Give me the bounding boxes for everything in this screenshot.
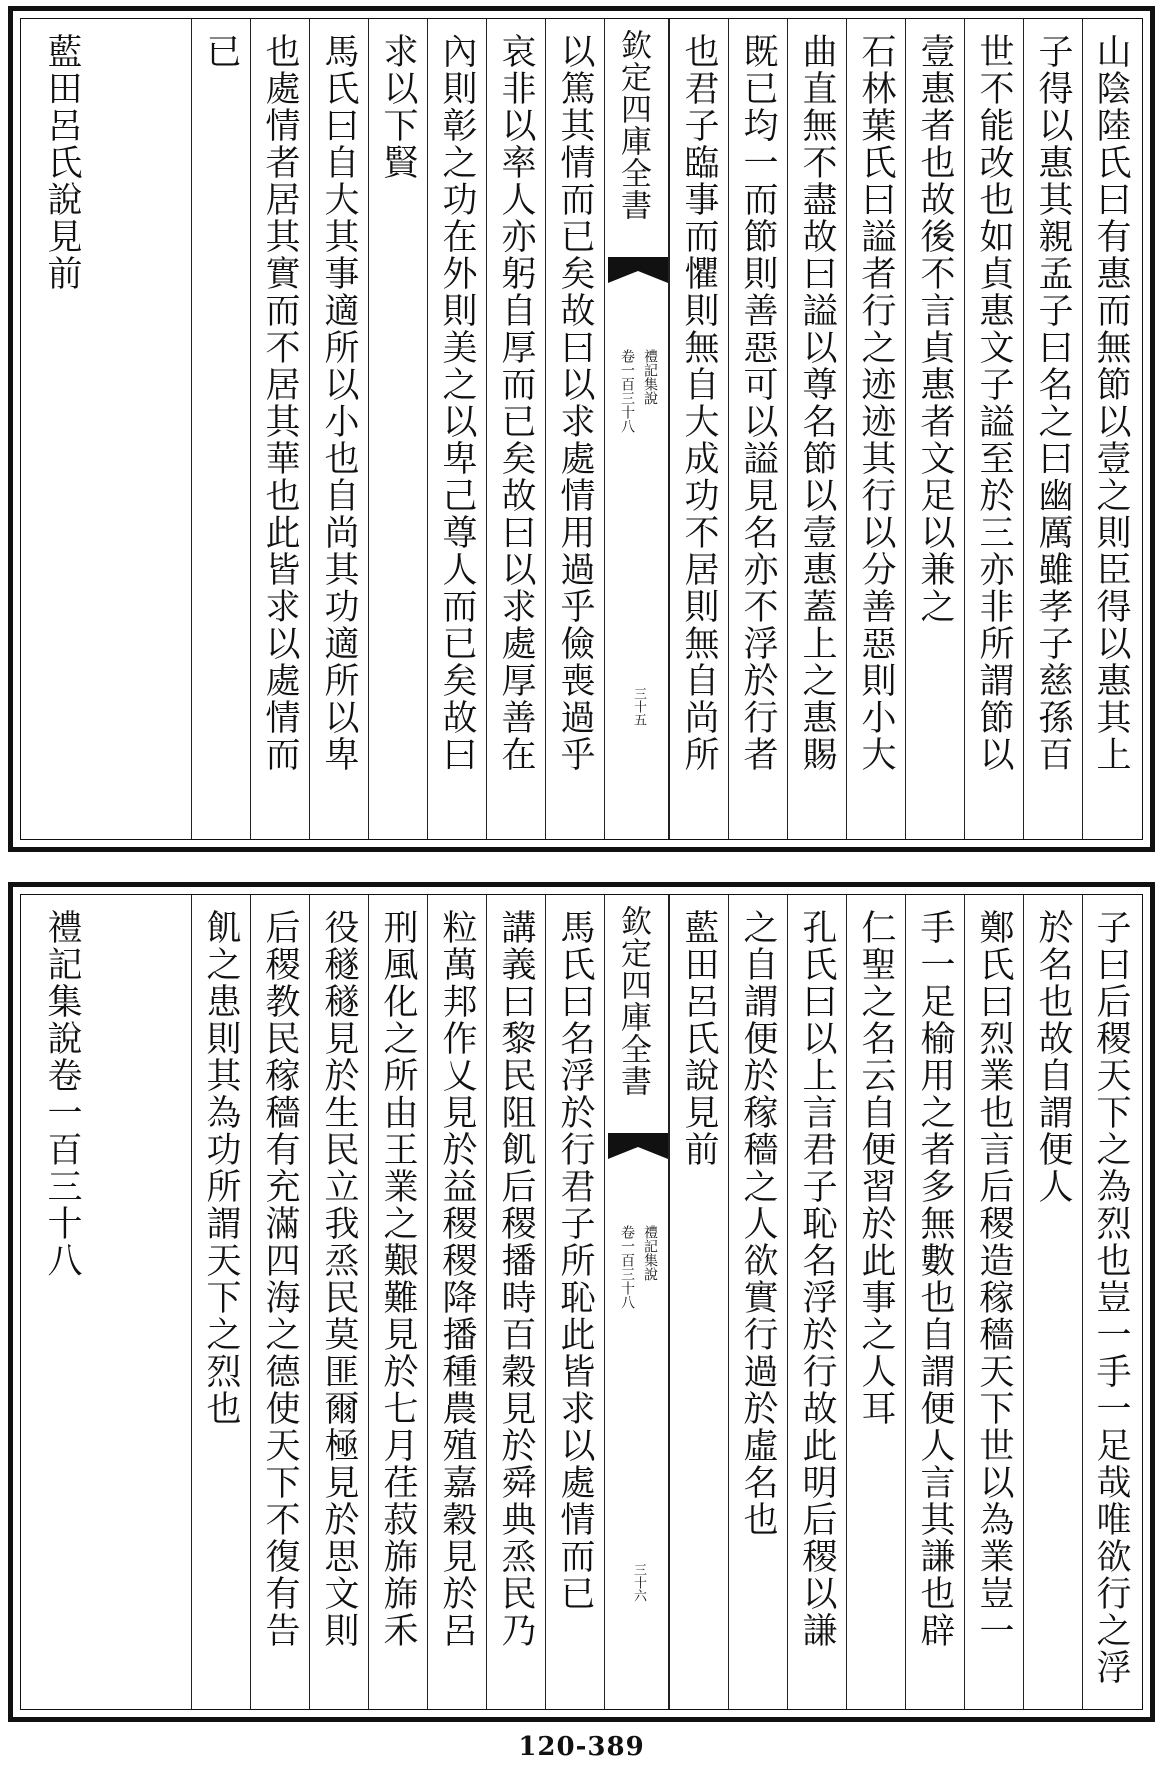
column-text: 講義曰黎民阻飢后稷播時百穀見於舜典烝民乃 <box>496 909 536 1649</box>
leaf-number: 三十五 <box>631 687 646 726</box>
column-text: 孔氏曰以上言君子恥名浮於行故此明后稷以謙 <box>797 909 837 1649</box>
column-text: 世不能改也如貞惠文子謚至於三亦非所謂節以 <box>974 33 1014 773</box>
column-text: 內則彰之功在外則美之以卑己尊人而已矣故曰 <box>437 33 477 773</box>
column-text: 藍田呂氏說見前 <box>42 33 82 292</box>
column-text: 哀非以率人亦躬自厚而已矣故曰以求處厚善在 <box>496 33 536 773</box>
column-text: 既已均一而節則善惡可以謚見名亦不浮於行者 <box>738 33 778 773</box>
text-column <box>486 19 545 839</box>
text-column <box>427 19 486 839</box>
column-text: 也處情者居其實而不居其華也此皆求以處情而 <box>260 33 300 773</box>
top-page-frame <box>20 18 1143 840</box>
column-text: 也君子臨事而懼則無自大成功不居則無自尚所 <box>679 33 719 773</box>
text-column <box>545 895 604 1709</box>
book-series-title: 欽定四庫全書 <box>615 29 651 221</box>
column-text: 壹惠者也故後不言貞惠者文足以兼之 <box>915 33 955 625</box>
text-column <box>427 895 486 1709</box>
text-column <box>905 19 964 839</box>
volume-label: 卷一百三十八 <box>619 1225 635 1309</box>
text-column <box>368 19 427 839</box>
text-column <box>905 895 964 1709</box>
text-column <box>1082 19 1140 839</box>
fish-tail-mark-icon <box>608 1133 668 1159</box>
column-text: 飢之患則其為功所謂天下之烈也 <box>201 909 241 1427</box>
book-series-title: 欽定四庫全書 <box>615 905 651 1097</box>
column-text: 手一足榆用之者多無數也自謂便人言其謙也辟 <box>915 909 955 1649</box>
column-text: 鄭氏曰烈業也言后稷造稼穡天下世以為業豈一 <box>974 909 1014 1649</box>
column-text: 子曰后稷天下之為烈也豈一手一足哉唯欲行之浮 <box>1091 909 1131 1686</box>
text-column <box>1023 19 1082 839</box>
text-column <box>486 895 545 1709</box>
text-column <box>728 19 787 839</box>
text-column <box>250 895 309 1709</box>
column-text: 以篤其情而已矣故曰以求處情用過乎儉喪過乎 <box>555 33 595 773</box>
text-column <box>669 19 728 839</box>
text-column <box>309 895 368 1709</box>
leaf-number: 三十六 <box>631 1563 646 1602</box>
top-page-panel <box>8 6 1155 852</box>
column-text: 刑風化之所由王業之艱難見於七月荏菽旆旆禾 <box>378 909 418 1649</box>
book-title-small: 禮記集說 <box>642 1225 658 1281</box>
column-text: 后稷教民稼穡有充滿四海之德使天下不復有告 <box>260 909 300 1649</box>
text-column <box>21 19 191 839</box>
text-column <box>21 895 191 1709</box>
text-column <box>787 19 846 839</box>
column-text: 已 <box>201 33 241 70</box>
text-column <box>1023 895 1082 1709</box>
column-text: 馬氏曰名浮於行君子所恥此皆求以處情而已 <box>555 909 595 1612</box>
column-text: 藍田呂氏說見前 <box>679 909 719 1168</box>
center-fold <box>604 19 669 839</box>
column-text: 禮記集說卷一百三十八 <box>42 909 82 1279</box>
text-column <box>964 19 1023 839</box>
text-column <box>250 19 309 839</box>
column-text: 山陰陸氏曰有惠而無節以壹之則臣得以惠其上 <box>1091 33 1131 773</box>
text-column <box>191 19 250 839</box>
text-column <box>545 19 604 839</box>
text-column <box>964 895 1023 1709</box>
column-text: 於名也故自謂便人 <box>1033 909 1073 1205</box>
page-number: 120-389 <box>518 1732 645 1762</box>
text-column <box>669 895 728 1709</box>
text-column <box>191 895 250 1709</box>
column-text: 役穟穟見於生民立我烝民莫匪爾極見於思文則 <box>319 909 359 1649</box>
volume-label: 卷一百三十八 <box>619 349 635 433</box>
text-column <box>368 895 427 1709</box>
column-text: 求以下賢 <box>378 33 418 181</box>
fish-tail-mark-icon <box>608 257 668 283</box>
text-column <box>309 19 368 839</box>
column-text: 曲直無不盡故曰謚以尊名節以壹惠蓋上之惠賜 <box>797 33 837 773</box>
bottom-page-frame <box>20 894 1143 1710</box>
column-text: 子得以惠其親孟子曰名之曰幽厲雖孝子慈孫百 <box>1033 33 1073 773</box>
text-column <box>846 895 905 1709</box>
column-text: 之自謂便於稼穡之人欲實行過於虛名也 <box>738 909 778 1538</box>
column-text: 粒萬邦作乂見於益稷稷降播種農殖嘉穀見於呂 <box>437 909 477 1649</box>
column-text: 石林葉氏曰謚者行之迹迹其行以分善惡則小大 <box>856 33 896 773</box>
column-text: 仁聖之名云自便習於此事之人耳 <box>856 909 896 1427</box>
column-text: 馬氏曰自大其事適所以小也自尚其功適所以卑 <box>319 33 359 773</box>
text-column <box>728 895 787 1709</box>
center-fold <box>604 895 669 1709</box>
text-column <box>787 895 846 1709</box>
text-column <box>846 19 905 839</box>
text-column <box>1082 895 1140 1709</box>
bottom-page-panel <box>8 882 1155 1722</box>
book-title-small: 禮記集說 <box>642 349 658 405</box>
